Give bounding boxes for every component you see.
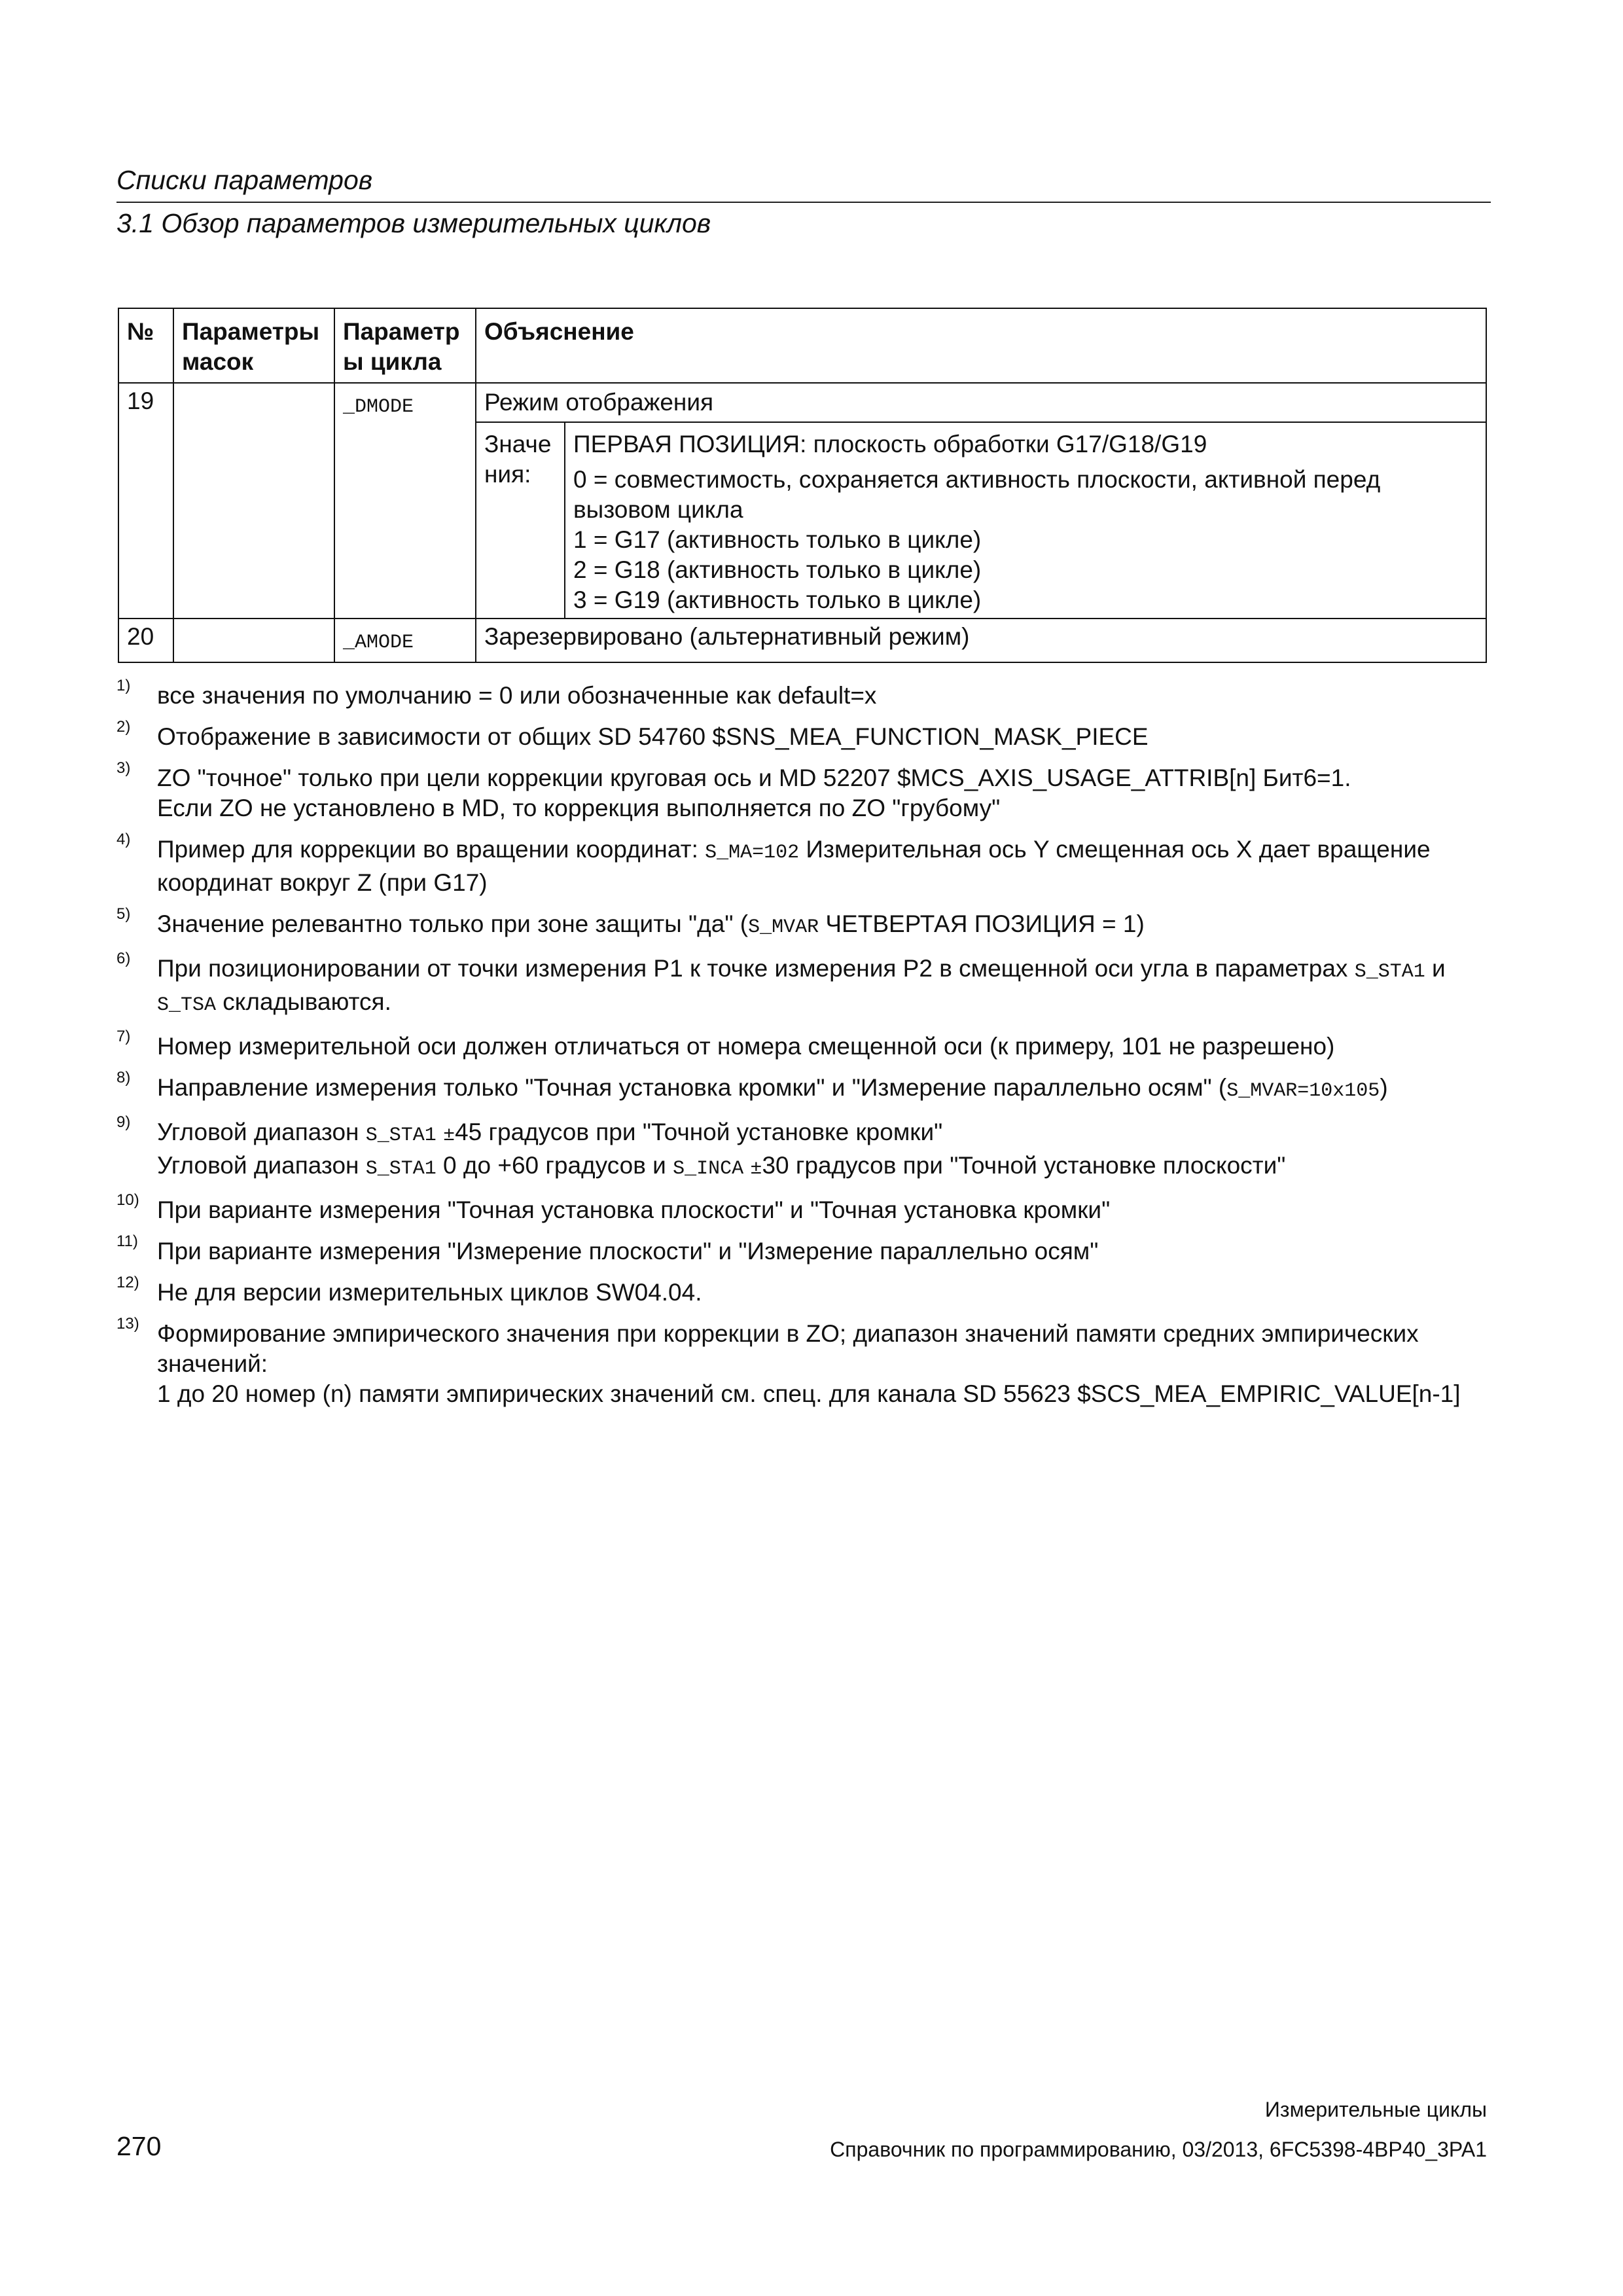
- footnote-marker: 4): [116, 831, 131, 848]
- footnote: [116, 1191, 1491, 1225]
- explanation-title: Режим отображения: [476, 384, 1486, 423]
- values-list: [565, 423, 1486, 618]
- header-mask-params: [173, 308, 334, 383]
- footnote-text: Формирование эмпирического значения при коррекции в ZO; диапазон значений памяти средних эмпирических значений:: [157, 1320, 1419, 1377]
- footnote-marker: 1): [116, 677, 131, 694]
- header-explanation: Объяснение: [476, 308, 1486, 383]
- footnote: [116, 677, 1491, 711]
- footnote-marker: 2): [116, 718, 131, 736]
- footnote-code: ±: [443, 1124, 455, 1147]
- footnote-marker: 10): [116, 1191, 139, 1209]
- chapter-title: Списки параметров: [116, 165, 373, 195]
- footnote-text: все значения по умолчанию = 0 или обозначенные как default=x: [157, 682, 877, 709]
- footnote-text: Измерительная ось Y смещенная ось X дает вращение координат вокруг Z (при G17): [157, 836, 1431, 896]
- footnote-text: [437, 1119, 443, 1145]
- table-header-row: [118, 308, 1486, 383]
- footnote-text: Значение релевантно только при зоне защиты "да" (: [157, 910, 749, 937]
- footnote-code: S_STA1: [1354, 961, 1425, 983]
- section-title: 3.1 Обзор параметров измерительных циклов: [116, 208, 711, 238]
- cycle-param-cell: [334, 383, 476, 619]
- footnote: [116, 718, 1491, 752]
- footnote: [116, 831, 1491, 898]
- footnote-text: При варианте измерения "Измерение плоскости" и "Измерение параллельно осям": [157, 1238, 1099, 1265]
- footnote-text: Угловой диапазон: [157, 1152, 366, 1179]
- footnote: [116, 1315, 1491, 1409]
- value-line: 1 = G17 (активность только в цикле): [573, 526, 982, 553]
- header-no: №: [118, 308, 173, 383]
- footnote-text: ): [1380, 1074, 1388, 1101]
- footnote-marker: 7): [116, 1028, 131, 1045]
- explanation-cell: Зарезервировано (альтернативный режим): [476, 619, 1486, 662]
- footnote-code: S_TSA: [157, 994, 217, 1016]
- footnote-text: При варианте измерения "Точная установка плоскости" и "Точная установка кромки": [157, 1196, 1111, 1223]
- footer-book-title: Измерительные циклы: [1264, 2098, 1487, 2121]
- footnote-text: и: [1425, 955, 1446, 982]
- table-row: [118, 619, 1486, 662]
- value-line: 3 = G19 (активность только в цикле): [573, 586, 982, 613]
- row-number: 20: [118, 619, 173, 662]
- mask-param-cell: [173, 383, 334, 619]
- header-rule: [116, 202, 1491, 203]
- footnote-text: 30 градусов при "Точной установке плоскости": [762, 1152, 1286, 1179]
- footnote-text: Пример для коррекции во вращении координат:: [157, 836, 705, 863]
- footnote-code: S_MA=102: [705, 842, 800, 864]
- header-mask-params-line1: Параметры: [182, 318, 320, 345]
- cycle-param-name: _AMODE: [343, 632, 414, 654]
- page-number: 270: [116, 2131, 162, 2161]
- footnote-marker: 9): [116, 1113, 131, 1131]
- footnote: [116, 1028, 1491, 1062]
- footnote: [116, 1232, 1491, 1266]
- row-number: 19: [118, 383, 173, 619]
- values-label-line1: Значе: [484, 431, 552, 457]
- footnote-text: складываются.: [216, 988, 391, 1015]
- footnote-code: S_STA1: [365, 1158, 437, 1180]
- header-cycle-params: [334, 308, 476, 383]
- footnote-marker: 13): [116, 1315, 139, 1333]
- footnote-text: При позиционировании от точки измерения P1 к точке измерения P2 в смещенной оси угла в параметрах: [157, 955, 1355, 982]
- footnote-code: S_STA1: [365, 1124, 437, 1147]
- explanation-cell: [476, 383, 1486, 619]
- footnote-marker: 8): [116, 1069, 131, 1086]
- footnote-marker: 5): [116, 905, 131, 923]
- footnote: [116, 950, 1491, 1020]
- footnote-code: S_MVAR=10x105: [1226, 1080, 1380, 1102]
- footnote-text: Направление измерения только "Точная установка кромки" и "Измерение параллельно осям" (: [157, 1074, 1227, 1101]
- footnote-text: 0 до +60 градусов и: [436, 1152, 673, 1179]
- footnote-text: Не для версии измерительных циклов SW04.04.: [157, 1279, 702, 1306]
- footnote: [116, 1274, 1491, 1308]
- footnote-code: S_MVAR: [748, 916, 819, 939]
- values-label-line2: ния:: [484, 461, 531, 488]
- value-line: ПЕРВАЯ ПОЗИЦИЯ: плоскость обработки G17/G18/G19: [573, 431, 1207, 457]
- cycle-param-cell: [334, 619, 476, 662]
- footnote-marker: 12): [116, 1274, 139, 1291]
- footnote-marker: 3): [116, 759, 131, 777]
- parameters-table: [118, 308, 1487, 663]
- cycle-param-name: _DMODE: [343, 396, 414, 418]
- mask-param-cell: [173, 619, 334, 662]
- values-label: [476, 423, 565, 618]
- footnote: [116, 905, 1491, 942]
- footnote-code: ±: [750, 1158, 762, 1180]
- header-mask-params-line2: масок: [182, 348, 254, 375]
- value-line: 0 = совместимость, сохраняется активность плоскости, активной перед вызовом цикла: [573, 466, 1381, 523]
- footnote-text: Отображение в зависимости от общих SD 54760 $SNS_MEA_FUNCTION_MASK_PIECE: [157, 723, 1149, 750]
- values-table: [476, 423, 1486, 618]
- footnote-text: ZO "точное" только при цели коррекции круговая ось и MD 52207 $MCS_AXIS_USAGE_ATTRIB[n] Бит6=1.: [157, 764, 1351, 791]
- footnote-text: ЧЕТВЕРТАЯ ПОЗИЦИЯ = 1): [819, 910, 1145, 937]
- footnote-text: Угловой диапазон: [157, 1119, 366, 1145]
- footnote-text: Если ZO не установлено в MD, то коррекция выполняется по ZO "грубому": [157, 795, 1001, 821]
- footnote-text: Номер измерительной оси должен отличаться от номера смещенной оси (к примеру, 101 не разрешено): [157, 1033, 1335, 1060]
- footnote-text: 1 до 20 номер (n) памяти эмпирических значений см. спец. для канала SD 55623 $SCS_MEA_EMPIRIC_VALUE[n-1]: [157, 1380, 1461, 1407]
- header-cycle-params-line2: ы цикла: [343, 348, 442, 375]
- table-row: [118, 383, 1486, 619]
- footnote: [116, 759, 1491, 823]
- header-cycle-params-line1: Параметр: [343, 318, 460, 345]
- footnote: [116, 1113, 1491, 1184]
- footer-manual-info: Справочник по программированию, 03/2013, 6FC5398-4BP40_3PA1: [830, 2138, 1487, 2161]
- footnote-marker: 6): [116, 950, 131, 967]
- value-line: 2 = G18 (активность только в цикле): [573, 556, 982, 583]
- footnote: [116, 1069, 1491, 1106]
- footnote-text: [743, 1152, 750, 1179]
- footnote-code: S_INCA: [673, 1158, 744, 1180]
- footnotes-list: [116, 677, 1491, 1420]
- footnote-marker: 11): [116, 1232, 138, 1250]
- footnote-text: 45 градусов при "Точной установке кромки": [455, 1119, 943, 1145]
